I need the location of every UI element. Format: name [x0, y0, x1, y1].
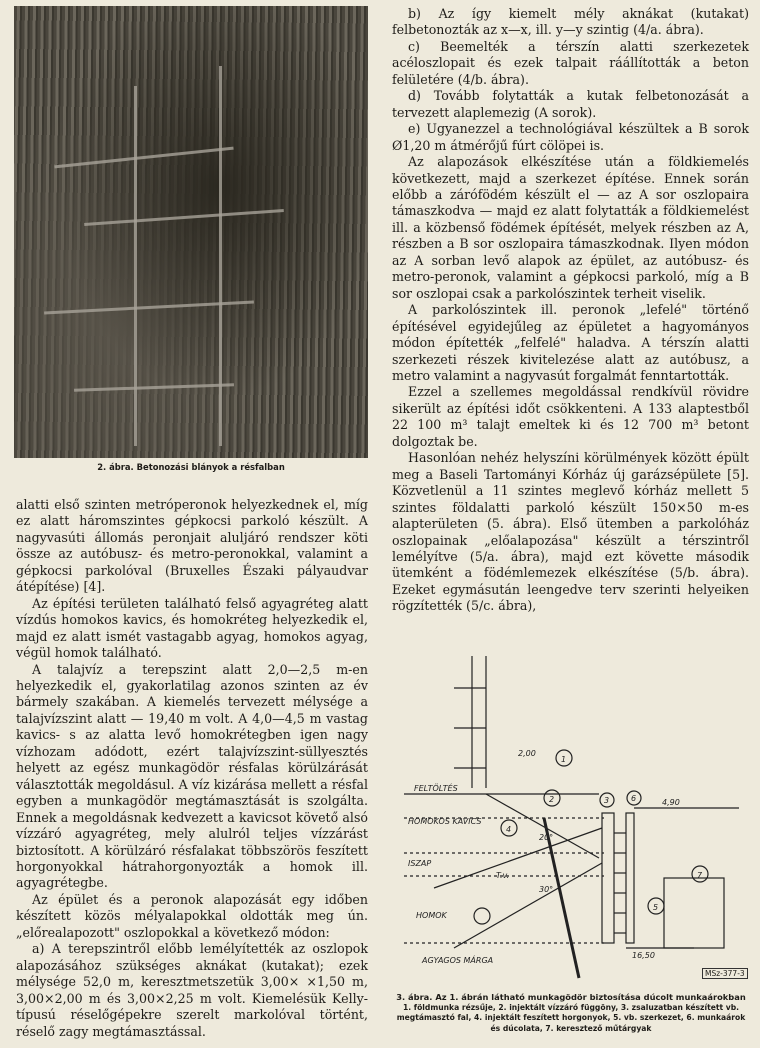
label-homok: HOMOK: [416, 911, 447, 920]
angle-label: 30°: [539, 885, 554, 894]
retaining-wall: [602, 813, 614, 943]
figure-caption: [394, 992, 748, 1034]
paragraph: alatti első szinten metróperonok helyezkednek el, míg ez alatt háromszintes gépkocsi parkoló készült. A nagyvasúti állomás peronjait aluljáró rendszer köti össze az autóbusz- és metro-peronokkal, valamint a gépkocsi parkolóval (Bruxelles Északi pályaudvar átépítése) [4].: [16, 497, 368, 595]
label-feltoltes: FELTÖLTÉS: [414, 784, 458, 793]
paragraph: d) Tovább folytatták a kutak felbetonozását a tervezett alaplemezig (A sorok).: [392, 88, 749, 120]
paragraph: Az építési területen található felső agyagréteg alatt vízdús homokos kavics, és homokréteg helyezkedik el, majd ez alatt ismét vastagabb agyag, homokos agyag, végül homok található.: [16, 595, 368, 661]
paragraph: b) Az így kiemelt mély aknákat (kutakat) felbetonozták az x—x, ill. y—y szintig (4/a. ábra).: [392, 6, 749, 38]
paragraph: Az épület és a peronok alapozását egy időben készített közös mélyalapokkal oldották meg ún. „előrealapozott" oszlopokkal a következő módon:: [16, 891, 368, 940]
photo-caption: 2. ábra. Betonozási blányok a résfalban: [97, 462, 285, 472]
angle-label: 20°: [539, 833, 554, 842]
figure-caption-legend: 1. földmunka rézsűje, 2. injektált vízzáró függöny, 3. zsaluzatban készített vb. megtámasztó fal, 4. injektált feszített horgonyok, 5. vb. szerkezet, 6. munkaárok és dúcolata, 7. keresztező műtárgyak: [396, 1002, 746, 1033]
num-label: 6: [631, 794, 637, 803]
level-label: 16,50: [632, 951, 655, 960]
paragraph: Az alapozások elkészítése után a földkiemelés következett, majd a szerkezet építése. Ennek során előbb a zárófödém készült el — az A sor oszlopaira támaszkodva — majd ez alatt folytatták a földkiemelést ill. a közbenső födémek építését, melyek részben az A, részben a B sor oszlopaira támaszkodnak. Ilyen módon az A sorban levő alapok az épület, az autóbusz- és metro-peronok, valamint a gépkocsi parkoló, míg a B sor oszlopai csak a parkolószintek terheit viselik.: [392, 154, 749, 301]
paragraph: e) Ugyanezzel a technológiával készültek a B sorok Ø1,20 m átmérőjű fúrt cölöpei is.: [392, 121, 749, 153]
label-agyagos-marga: AGYAGOS MÁRGA: [422, 956, 494, 965]
section-drawing: [394, 648, 748, 986]
level-label: 2,00: [518, 749, 536, 758]
paragraph: Hasonlóan nehéz helyszíni körülmények között épült meg a Baseli Tartományi Kórház új garázsépülete [5]. Közvetlenül a 11 szintes meglevő kórház mellett 5 szintes földalatti parkoló készült 150×50 m-es alapterületen (5. ábra). Első ütemben a parkolóház oszlopainak „előalapozása" készült a térszintről lemélyítve (5/a. ábra), majd ezt követte második ütemként a födémlemezek elkészítése (5/b. ábra). Ezeket egymásután leengedve terv szerinti helyeiken rögzítették (5/c. ábra),: [392, 450, 749, 614]
water-table-label: T.v.: [496, 871, 510, 880]
right-text-column: [392, 6, 749, 615]
paragraph: A talajvíz a terepszint alatt 2,0—2,5 m-en helyezkedik el, gyakorlatilag azonos szinten az év bármely szakában. A kiemelés tervezett mélysége a talajvízszint alatt — 19,40 m volt. A 4,0—4,5 m vastag kavics- s az alatta levő homokrétegben igen nagy vízhozam adódott, ezért talajvízszint-süllyesztés helyett az egész munkagödör résfalas körülzárását választották megoldásul. A víz kizárása mellett a résfal egyben a munkagödör megtámasztását is szolgálta. Ennek a megoldásnak kedvezett a kavicsot követő alsó vízzáró agyagréteg, mely alulról teljes vízzárást biztosított. A körülzáró résfalakat többszörös feszített horgonyokkal hátrahorgonyozták a homok ill. agyagrétegbe.: [16, 661, 368, 891]
paragraph: c) Beemelték a térszín alatti szerkezetek acéloszlopait és ezek talpait ráállították a beton felületére (4/b. ábra).: [392, 38, 749, 87]
num-label: 4: [506, 825, 512, 834]
num-label: 1: [561, 755, 567, 764]
anchor-line: [434, 828, 602, 888]
construction-photo: [14, 6, 368, 458]
crossing-structure: [664, 878, 724, 948]
paragraph: Ezzel a szellemes megoldással rendkívül rövidre sikerült az építési időt csökkenteni. A 133 alaptestből 22 100 m³ talajt emeltek ki és 12 700 m³ betont dolgoztak be.: [392, 384, 749, 449]
slope-line: [486, 794, 599, 858]
label-homokos-kavics: HOMOKOS KAVICS: [408, 817, 482, 826]
label-iszap: ISZAP: [408, 859, 432, 868]
num-label: 5: [653, 903, 659, 912]
figure-caption-title: 3. ábra. Az 1. ábrán látható munkagödör biztosítása dúcolt munkaárokban: [396, 992, 746, 1002]
level-label: 4,90: [662, 798, 680, 807]
paragraph: a) A terepszintről előbb lemélyítették az oszlopok alapozásához szükséges aknákat (kutakat); ezek mélysége 52,0 m, keresztmetszetük 3,00× ×1,50 m, 3,00×2,00 m és 3,00×2,25 m volt. Kiemelésük Kelly-típusú réselőgépekre szerelt markolóval történt, réselő zagy megtámasztással.: [16, 941, 368, 1039]
paragraph: A parkolószintek ill. peronok „lefelé" történő építésével egyidejűleg az épületet a hagyományos módon építették „felfelé" haladva. A térszín alatti szerkezeti részek kivitelezése alatt az autóbusz, a metro valamint a nagyvasút forgalmát fenntartották.: [392, 302, 749, 383]
figure-code: MSz-377-3: [702, 968, 748, 979]
num-label: 7: [697, 871, 703, 880]
num-label: 2: [549, 795, 555, 804]
left-text-column: [16, 497, 368, 1040]
num-label: 3: [604, 796, 610, 805]
